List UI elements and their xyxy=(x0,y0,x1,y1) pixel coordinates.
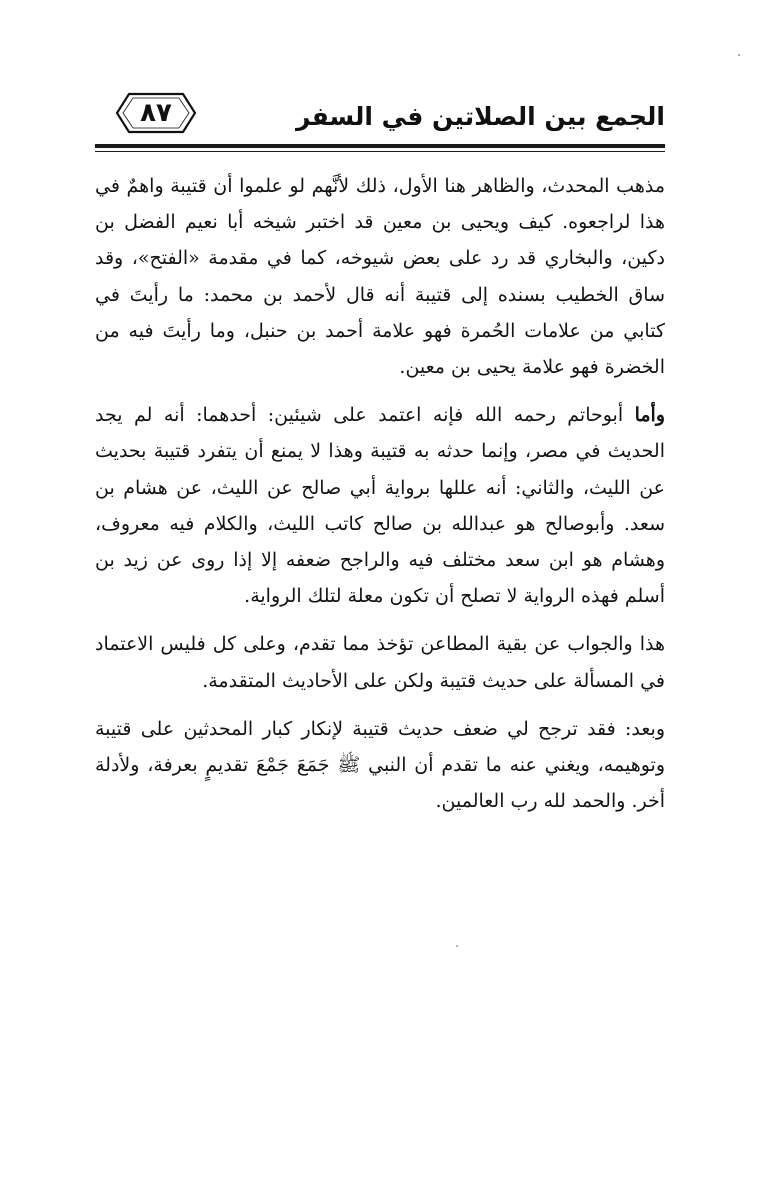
paragraph xyxy=(95,397,665,614)
paragraph-text: مذهب المحدث، والظاهر هنا الأول، ذلك لأنَّهم لو علموا أن قتيبة واهمٌ في هذا لراجعوه. كيف ويحيى بن معين قد اختبر شيخه أبا نعيم الفضل بن دكين، والبخاري قد رد على بعض شيوخه، كما في مقدمة «الفتح»، وقد ساق الخطيب بسنده إلى قتيبة أنه قال لأحمد بن محمد: ما رأيتَ في كتابي من علامات الحُمرة فهو علامة أحمد بن حنبل، وما رأيتَ فيه من الخضرة فهو علامة يحيى بن معين. xyxy=(95,175,665,379)
header-rule-thick xyxy=(95,144,665,148)
scan-speck xyxy=(738,54,740,56)
paragraph xyxy=(95,168,665,385)
header-rule-thin xyxy=(95,151,665,152)
paragraph xyxy=(95,711,665,820)
paragraph-text: وبعد: فقد ترجح لي ضعف حديث قتيبة لإنكار كبار المحدثين على قتيبة وتوهيمه، ويغني عنه ما تقدم أن النبي ﷺ جَمَعَ جَمْعَ تقديمٍ بعرفة، ولأدلة أخر. والحمد لله رب العالمين. xyxy=(95,717,665,813)
scan-speck xyxy=(456,945,458,947)
running-title: الجمع بين الصلاتين في السفر xyxy=(296,102,665,131)
paragraph-body: أبوحاتم رحمه الله فإنه اعتمد على شيئين: أحدهما: أنه لم يجد الحديث في مصر، وإنما حدثه به قتيبة وهذا لا يمنع أن يتفرد قتيبة بحديث عن الليث، والثاني: أنه عللها برواية أبي صالح عن الليث، عن هشام بن سعد. وأبوصالح هو عبدالله بن صالح كاتب الليث، والكلام فيه معروف، وهشام هو ابن سعد مختلف فيه والراجح ضعفه إلا إذا روى عن زيد بن أسلم فهذه الرواية لا تصلح أن تكون معلة لتلك الرواية. xyxy=(95,404,665,608)
body-text xyxy=(95,168,665,831)
page-number: ٨٧ xyxy=(140,98,172,128)
paragraph xyxy=(95,626,665,698)
paragraph-text xyxy=(95,397,665,614)
paragraph-lead-word: وأما xyxy=(634,404,665,427)
paragraph-text: هذا والجواب عن بقية المطاعن تؤخذ مما تقدم، وعلى كل فليس الاعتماد في المسألة على حديث قتيبة ولكن على الأحاديث المتقدمة. xyxy=(95,633,665,692)
page-number-frame xyxy=(115,90,197,136)
